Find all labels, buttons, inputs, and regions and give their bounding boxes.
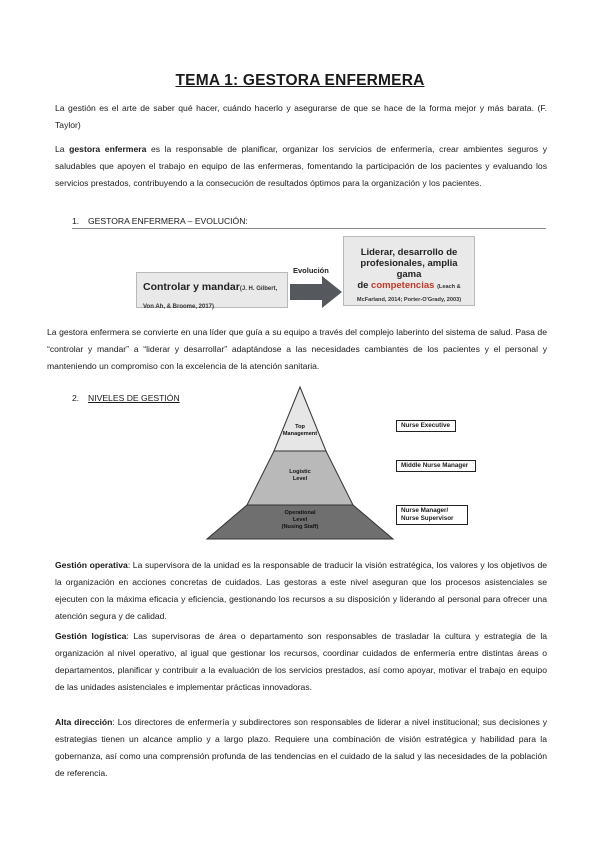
alta-direccion-title: Alta dirección — [55, 717, 113, 727]
gestion-operativa-title: Gestión operativa — [55, 560, 128, 570]
definition-term: gestora enfermera — [69, 144, 147, 154]
alta-direccion-paragraph: Alta dirección: Los directores de enfermería y subdirectores son responsables de liderar a nivel institucional; sus decisiones y estrategias tienen un alcance amplio y a largo plazo. Requiere una combinación de visión estratégica y habilidad para la gobernanza, así como una comprensión profunda de las tendencias en el cuidado de la salud y las necesidades de la población de referencia. — [55, 717, 547, 778]
liderar-line-1: Liderar, desarrollo de — [360, 247, 458, 258]
page-title: TEMA 1: GESTORA ENFERMERA — [175, 72, 425, 89]
liderar-box — [343, 236, 475, 306]
nurse-executive-label: Nurse Executive — [396, 420, 456, 432]
evolution-paragraph: La gestora enfermera se convierte en una líder que guía a su equipo a través del complejo laberinto del sistema de salud. Pasa de “controlar y mandar” a “liderar y desarrollar” adaptándose a las necesidades cambiantes de los pacientes y el personal y manteniendo un compromiso con la excelencia de la atención sanitaria. — [47, 327, 547, 371]
definition-paragraph — [55, 141, 547, 192]
evolution-label: Evolución — [293, 266, 329, 275]
evolution-arrow-icon — [290, 275, 342, 309]
liderar-line-3: de competencias (Leach & McFarland, 2014; Porter-O'Grady, 2003) — [356, 280, 462, 303]
gestion-logistica-paragraph: Gestión logística: Las supervisoras de área o departamento son responsables de trasladar la cultura y estrategia de la organización al nivel operativo, al igual que gestionar los recursos, coordinar cuidados de enfermería entre distintas áreas o departamentos, planificar y contribuir a la evaluación de los servicios prestados, así como apoyar, motivar el trabajo en equipo de las unidades asistenciales e implementar prácticas innovadoras. — [55, 631, 548, 692]
controlar-box — [136, 272, 288, 308]
controlar-citation: (J. H. Gilbert, Von Ah, & Broome, 2017) — [143, 286, 278, 310]
section-1-number: 1. — [72, 216, 80, 226]
section-2-number: 2. — [72, 393, 80, 403]
liderar-citation: (Leach & McFarland, 2014; Porter-O'Grady, 2003) — [356, 284, 462, 303]
controlar-label: Controlar y mandar — [143, 281, 240, 293]
pyramid-bottom-label: Operational Level (Nusing Staff) — [281, 510, 319, 530]
pyramid-top-tier — [274, 387, 326, 451]
pyramid-top-label: Top Management — [282, 424, 318, 437]
section-1-title: GESTORA ENFERMERA – EVOLUCIÓN: — [88, 216, 248, 226]
liderar-line-2: profesionales, amplia gama — [360, 258, 458, 280]
section-1-heading — [72, 215, 248, 227]
middle-nurse-manager-label: Middle Nurse Manager — [396, 460, 476, 472]
definition-text: es la responsable de planificar, organizar los servicios de enfermería, crear ambientes seguros y saludables que apoyen el trabajo en equipo de las enfermeras, fomentando la participación de los pacientes y evaluando los servicios prestados, contribuyendo a la consecución de resultados óptimos para la organización y los pacientes. — [55, 144, 547, 188]
gestion-logistica-title: Gestión logística — [55, 631, 127, 641]
gestion-operativa-paragraph: Gestión operativa: La supervisora de la unidad es la responsable de traducir la visión estratégica, los valores y los objetivos de la organización en acciones concretas de cuidados. Las gestoras a este nivel aseguran que los procesos asistenciales se ejecuten con la máxima eficacia y eficiencia, gestionando los recursos a su disposición y liderando al personal para ofrecer una atención segura y de calidad. — [55, 560, 547, 621]
nurse-manager-label: Nurse Manager/ Nurse Supervisor — [396, 505, 468, 525]
section-2-heading — [72, 392, 180, 404]
section-2-title: NIVELES DE GESTIÓN — [88, 393, 180, 403]
pyramid-middle-label: Logistic Level — [289, 469, 311, 482]
competencias-highlight: competencias — [371, 280, 435, 291]
definition-prefix: La — [55, 144, 70, 154]
taylor-quote: La gestión es el arte de saber qué hacer, cuándo hacerlo y asegurarse de que se hace de la forma mejor y más barata. (F. Taylor) — [55, 103, 547, 130]
section-1-divider — [72, 228, 546, 229]
